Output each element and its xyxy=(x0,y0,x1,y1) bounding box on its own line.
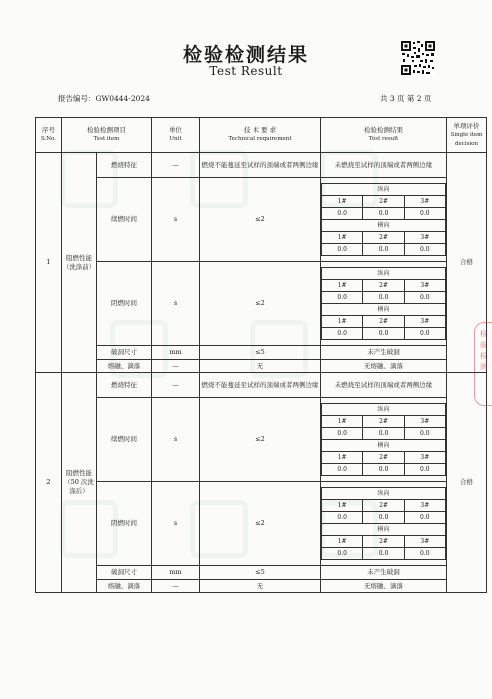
melt-label: 熔融、滴落 xyxy=(97,580,152,593)
value-cell: 0.0 xyxy=(404,328,445,340)
value-cell: 0.0 xyxy=(404,548,445,560)
value-cell: 0.0 xyxy=(404,244,445,256)
measure-subtable xyxy=(321,267,446,340)
header-seq: 序号 S.No. xyxy=(36,118,62,153)
seq-cell: 2 xyxy=(36,373,62,593)
specimen-1: 1# xyxy=(322,416,363,428)
value-cell: 0.0 xyxy=(363,328,404,340)
after-glow-unit: s xyxy=(152,482,200,566)
burn-unit: — xyxy=(152,373,200,398)
specimen-3: 3# xyxy=(404,416,445,428)
after-glow-unit: s xyxy=(152,262,200,346)
after-glow-requirement: ≤2 xyxy=(200,262,321,346)
melt-unit: — xyxy=(152,580,200,593)
direction-warp: 纵向 xyxy=(322,488,446,500)
header-result: 检验检测结果 Test result xyxy=(321,118,447,153)
table-row xyxy=(36,346,487,360)
value-cell: 0.0 xyxy=(404,208,445,220)
specimen-1: 1# xyxy=(322,232,363,244)
burn-requirement: 燃烧不能蔓延至试样的顶端或者两侧边缘 xyxy=(200,373,321,398)
value-cell: 0.0 xyxy=(363,428,404,440)
value-cell: 0.0 xyxy=(404,512,445,524)
hole-label: 破洞尺寸 xyxy=(97,566,152,580)
after-glow-requirement: ≤2 xyxy=(200,482,321,566)
specimen-3: 3# xyxy=(404,196,445,208)
specimen-2: 2# xyxy=(363,536,404,548)
after-glow-label: 阴燃时间 xyxy=(97,482,152,566)
result-table xyxy=(35,117,487,593)
burn-result: 未燃烧至试样的顶端或者两侧边缘 xyxy=(321,373,447,398)
page-subtitle: Test Result xyxy=(209,64,283,78)
melt-requirement: 无 xyxy=(200,580,321,593)
after-flame-unit: s xyxy=(152,398,200,482)
hole-unit: mm xyxy=(152,566,200,580)
melt-result: 无熔融、滴落 xyxy=(321,360,447,373)
after-flame-unit: s xyxy=(152,178,200,262)
value-cell: 0.0 xyxy=(322,292,363,304)
item-group-cell: 阻燃性能 （洗涤前） xyxy=(62,153,97,373)
direction-warp: 纵向 xyxy=(322,184,446,196)
specimen-2: 2# xyxy=(363,196,404,208)
value-cell: 0.0 xyxy=(363,464,404,476)
specimen-3: 3# xyxy=(404,536,445,548)
melt-label: 熔融、滴落 xyxy=(97,360,152,373)
specimen-3: 3# xyxy=(404,452,445,464)
table-header-row xyxy=(36,118,487,153)
item-group-cell: 阻燃性能 （50 次洗涤后） xyxy=(62,373,97,593)
value-cell: 0.0 xyxy=(322,428,363,440)
burn-label: 燃烧特征 xyxy=(97,153,152,178)
page-title: 检验检测结果 xyxy=(182,44,309,66)
specimen-1: 1# xyxy=(322,536,363,548)
after-glow-label: 阴燃时间 xyxy=(97,262,152,346)
specimen-2: 2# xyxy=(363,316,404,328)
measure-subtable xyxy=(321,183,446,256)
after-flame-results xyxy=(321,178,447,262)
direction-warp: 纵向 xyxy=(322,268,446,280)
specimen-3: 3# xyxy=(404,316,445,328)
value-cell: 0.0 xyxy=(363,292,404,304)
table-row xyxy=(36,580,487,593)
burn-unit: — xyxy=(152,153,200,178)
table-row xyxy=(36,482,487,566)
after-flame-results xyxy=(321,398,447,482)
melt-unit: — xyxy=(152,360,200,373)
report-number: 报告编号：GW0444-2024 xyxy=(58,94,150,103)
qr-code-icon xyxy=(400,40,436,76)
after-glow-results xyxy=(321,482,447,566)
seq-cell: 1 xyxy=(36,153,62,373)
measure-subtable xyxy=(321,403,446,476)
burn-requirement: 燃烧不能蔓延至试样的顶端或者两侧边缘 xyxy=(200,153,321,178)
direction-weft: 横向 xyxy=(322,524,446,536)
page-number: 共 3 页 第 2 页 xyxy=(380,94,432,103)
header-requirement: 技 术 要 求 Technical requirement xyxy=(200,118,321,153)
value-cell: 0.0 xyxy=(363,208,404,220)
table-row xyxy=(36,262,487,346)
melt-result: 无熔融、滴落 xyxy=(321,580,447,593)
direction-weft: 横向 xyxy=(322,440,446,452)
decision-cell: 合格 xyxy=(447,153,487,373)
after-glow-results xyxy=(321,262,447,346)
hole-result: 未产生破洞 xyxy=(321,346,447,360)
specimen-3: 3# xyxy=(404,280,445,292)
value-cell: 0.0 xyxy=(322,328,363,340)
measure-subtable xyxy=(321,487,446,560)
specimen-2: 2# xyxy=(363,500,404,512)
header-decision: 单项评价 Single item decision xyxy=(447,118,487,153)
specimen-1: 1# xyxy=(322,196,363,208)
table-row xyxy=(36,398,487,482)
burn-label: 燃烧特征 xyxy=(97,373,152,398)
specimen-1: 1# xyxy=(322,500,363,512)
value-cell: 0.0 xyxy=(363,512,404,524)
value-cell: 0.0 xyxy=(404,428,445,440)
after-flame-requirement: ≤2 xyxy=(200,398,321,482)
seal-stamp: 检 验 检 测 xyxy=(474,322,492,406)
hole-requirement: ≤5 xyxy=(200,566,321,580)
value-cell: 0.0 xyxy=(322,464,363,476)
specimen-1: 1# xyxy=(322,280,363,292)
table-row xyxy=(36,178,487,262)
table-row xyxy=(36,153,487,178)
table-row xyxy=(36,373,487,398)
specimen-2: 2# xyxy=(363,280,404,292)
table-row xyxy=(36,360,487,373)
specimen-2: 2# xyxy=(363,232,404,244)
after-flame-label: 续燃时间 xyxy=(97,398,152,482)
header-item: 检验检测项目 Test item xyxy=(62,118,152,153)
hole-label: 破洞尺寸 xyxy=(97,346,152,360)
hole-unit: mm xyxy=(152,346,200,360)
specimen-1: 1# xyxy=(322,316,363,328)
hole-requirement: ≤5 xyxy=(200,346,321,360)
specimen-2: 2# xyxy=(363,416,404,428)
hole-result: 未产生破洞 xyxy=(321,566,447,580)
specimen-3: 3# xyxy=(404,500,445,512)
specimen-1: 1# xyxy=(322,452,363,464)
direction-warp: 纵向 xyxy=(322,404,446,416)
after-flame-label: 续燃时间 xyxy=(97,178,152,262)
table-row xyxy=(36,566,487,580)
direction-weft: 横向 xyxy=(322,220,446,232)
decision-cell: 合格 xyxy=(447,373,487,593)
value-cell: 0.0 xyxy=(404,292,445,304)
specimen-3: 3# xyxy=(404,232,445,244)
melt-requirement: 无 xyxy=(200,360,321,373)
after-flame-requirement: ≤2 xyxy=(200,178,321,262)
header-unit: 单位 Unit xyxy=(152,118,200,153)
burn-result: 未燃烧至试样的顶端或者两侧边缘 xyxy=(321,153,447,178)
value-cell: 0.0 xyxy=(363,548,404,560)
value-cell: 0.0 xyxy=(322,208,363,220)
value-cell: 0.0 xyxy=(322,244,363,256)
value-cell: 0.0 xyxy=(322,512,363,524)
specimen-2: 2# xyxy=(363,452,404,464)
value-cell: 0.0 xyxy=(363,244,404,256)
value-cell: 0.0 xyxy=(322,548,363,560)
value-cell: 0.0 xyxy=(404,464,445,476)
direction-weft: 横向 xyxy=(322,304,446,316)
